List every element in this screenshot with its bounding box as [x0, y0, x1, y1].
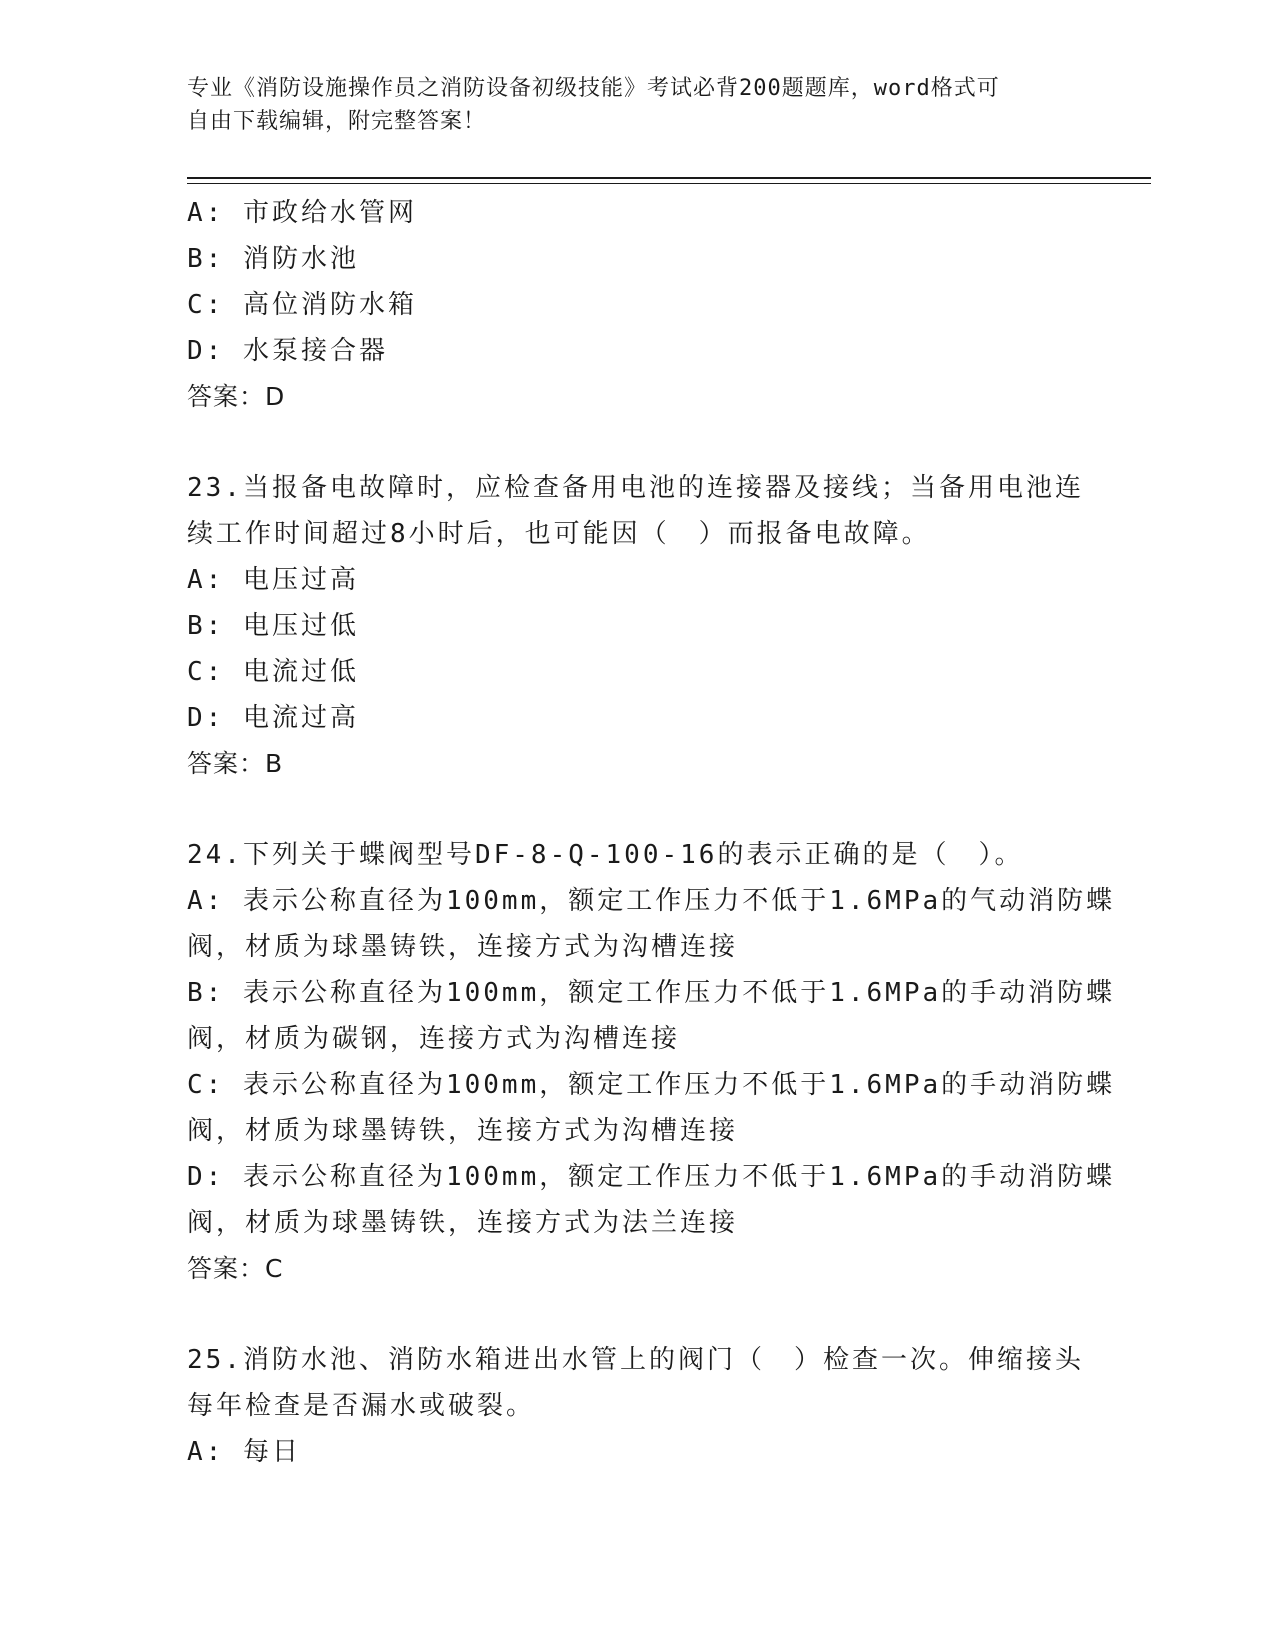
option-d: D: 表示公称直径为100mm，额定工作压力不低于1.6MPa的手动消防蝶 — [187, 1162, 1116, 1192]
answer-label: 答案： — [187, 749, 266, 778]
option-d-continued: 阀，材质为球墨铸铁，连接方式为法兰连接 — [187, 1208, 739, 1238]
question-stem-line: 续工作时间超过8小时后，也可能因（ ）而报备电故障。 — [187, 519, 931, 549]
question-22 — [187, 190, 1087, 420]
question-stem-line: 每年检查是否漏水或破裂。 — [187, 1391, 536, 1421]
option-c: C: 表示公称直径为100mm，额定工作压力不低于1.6MPa的手动消防蝶 — [187, 1070, 1116, 1100]
answer-label: 答案： — [187, 382, 266, 411]
question-25 — [187, 1337, 1087, 1475]
option-a: A: 每日 — [187, 1437, 301, 1467]
option-a-continued: 阀，材质为球墨铸铁，连接方式为沟槽连接 — [187, 932, 739, 962]
question-stem-line: 25.消防水池、消防水箱进出水管上的阀门（ ）检查一次。伸缩接头 — [187, 1345, 1084, 1375]
document-header — [187, 72, 1087, 138]
option-c-continued: 阀，材质为球墨铸铁，连接方式为沟槽连接 — [187, 1116, 739, 1146]
option-d: D: 水泵接合器 — [187, 336, 388, 366]
document-body — [187, 190, 1116, 1475]
answer-value: B — [265, 749, 284, 778]
option-b: B: 电压过低 — [187, 611, 359, 641]
answer-value: D — [265, 382, 286, 411]
option-a: A: 表示公称直径为100mm，额定工作压力不低于1.6MPa的气动消防蝶 — [187, 886, 1116, 916]
option-d: D: 电流过高 — [187, 703, 359, 733]
question-stem-line: 24.下列关于蝶阀型号DF-8-Q-100-16的表示正确的是（ ）。 — [187, 840, 1024, 870]
question-23 — [187, 465, 1087, 787]
option-b-continued: 阀，材质为碳钢，连接方式为沟槽连接 — [187, 1024, 681, 1054]
question-24 — [187, 832, 1116, 1292]
option-a: A: 电压过高 — [187, 565, 359, 595]
answer-value: C — [265, 1254, 284, 1283]
option-a: A: 市政给水管网 — [187, 198, 417, 228]
option-b: B: 消防水池 — [187, 244, 359, 274]
header-divider-thin — [187, 183, 1151, 184]
header-line-1: 专业《消防设施操作员之消防设备初级技能》考试必背200题题库，word格式可 — [187, 76, 1000, 101]
answer-line — [187, 741, 1087, 787]
option-b: B: 表示公称直径为100mm，额定工作压力不低于1.6MPa的手动消防蝶 — [187, 978, 1116, 1008]
answer-line — [187, 374, 1087, 420]
header-line-2: 自由下载编辑，附完整答案！ — [187, 109, 487, 134]
header-divider-thick — [187, 177, 1151, 179]
answer-line — [187, 1246, 1087, 1292]
option-c: C: 电流过低 — [187, 657, 359, 687]
option-c: C: 高位消防水箱 — [187, 290, 417, 320]
question-stem-line: 23.当报备电故障时，应检查备用电池的连接器及接线；当备用电池连 — [187, 473, 1084, 503]
answer-label: 答案： — [187, 1254, 266, 1283]
